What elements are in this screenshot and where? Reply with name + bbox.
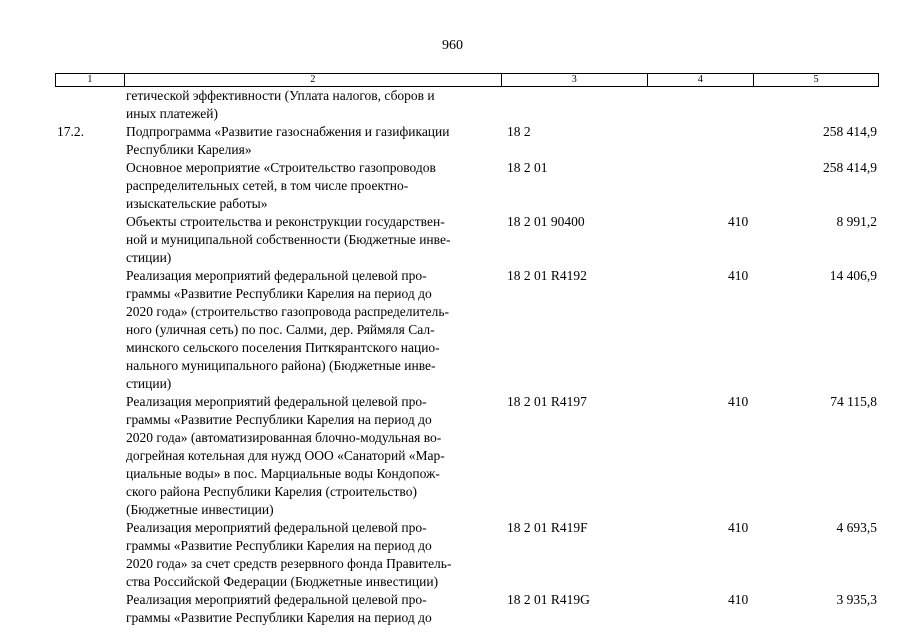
description-line: (Бюджетные инвестиции): [126, 502, 274, 517]
description-line: ного (уличная сеть) по пос. Салми, дер. Ряймяля Сал-: [126, 322, 435, 337]
description-line: 2020 года» (автоматизированная блочно-модульная во-: [126, 430, 442, 445]
description-line: стиции): [126, 250, 172, 265]
column-header-2: 2: [125, 74, 502, 86]
row-number: 17.2.: [57, 124, 84, 139]
description-line: гетической эффективности (Уплата налогов, сборов и: [126, 88, 435, 103]
table-row: [55, 159, 879, 213]
description-line: ства Российской Федерации (Бюджетные инвестиции): [126, 574, 439, 589]
description-line: граммы «Развитие Республики Карелия на период до: [126, 412, 432, 427]
row-description: [124, 267, 502, 393]
row-code: 18 2 01 R4192: [507, 268, 587, 283]
row-code: 18 2 01 90400: [507, 214, 585, 229]
row-expense-type: 410: [728, 214, 749, 229]
row-amount: 4 693,5: [836, 520, 877, 535]
description-line: граммы «Развитие Республики Карелия на период до: [126, 610, 432, 625]
row-description: [124, 591, 502, 627]
description-line: иных платежей): [126, 106, 219, 121]
row-code: 18 2: [507, 124, 531, 139]
description-line: стиции): [126, 376, 172, 391]
row-description: [124, 123, 502, 159]
row-expense-type: [648, 123, 755, 159]
column-number-header: [55, 73, 879, 87]
column-header-5: 5: [813, 74, 819, 85]
row-expense-type: [648, 159, 755, 213]
row-code: [502, 87, 648, 123]
description-line: Республики Карелия»: [126, 142, 252, 157]
description-line: ной и муниципальной собственности (Бюджетные инве-: [126, 232, 451, 247]
description-line: граммы «Развитие Республики Карелия на период до: [126, 286, 432, 301]
description-line: граммы «Развитие Республики Карелия на период до: [126, 538, 432, 553]
description-line: изыскательские работы»: [126, 196, 268, 211]
description-line: Реализация мероприятий федеральной целевой про-: [126, 268, 427, 283]
column-header-1: 1: [56, 74, 125, 86]
description-line: Объекты строительства и реконструкции государствен-: [126, 214, 445, 229]
table-body: [55, 87, 879, 627]
description-line: ского района Республики Карелия (строительство): [126, 484, 417, 499]
description-line: 2020 года» (строительство газопровода распределитель-: [126, 304, 450, 319]
row-amount: [755, 87, 879, 123]
row-amount: 258 414,9: [823, 160, 877, 175]
row-code: 18 2 01 R419F: [507, 520, 588, 535]
row-number: [55, 393, 124, 519]
table-row: [55, 267, 879, 393]
row-amount: 258 414,9: [823, 124, 877, 139]
table-row: [55, 213, 879, 267]
row-description: [124, 87, 502, 123]
description-line: Основное мероприятие «Строительство газопроводов: [126, 160, 436, 175]
page-number: 960: [442, 38, 463, 53]
row-number: [55, 267, 124, 393]
row-description: [124, 213, 502, 267]
row-expense-type: 410: [728, 268, 749, 283]
description-line: Реализация мероприятий федеральной целевой про-: [126, 592, 427, 607]
description-line: минского сельского поселения Питкярантского нацио-: [126, 340, 440, 355]
description-line: Подпрограмма «Развитие газоснабжения и газификации: [126, 124, 450, 139]
row-expense-type: 410: [728, 592, 749, 607]
row-expense-type: [648, 87, 755, 123]
row-description: [124, 159, 502, 213]
row-amount: 74 115,8: [830, 394, 877, 409]
description-line: циальные воды» в пос. Марциальные воды Кондопож-: [126, 466, 440, 481]
column-header-4: 4: [648, 74, 755, 86]
row-number: [55, 213, 124, 267]
description-line: Реализация мероприятий федеральной целевой про-: [126, 394, 427, 409]
table-row: [55, 393, 879, 519]
row-amount: 14 406,9: [829, 268, 877, 283]
row-description: [124, 393, 502, 519]
row-number: [55, 519, 124, 591]
description-line: догрейная котельная для нужд ООО «Санаторий «Мар-: [126, 448, 445, 463]
row-amount: 3 935,3: [836, 592, 877, 607]
description-line: распределительных сетей, в том числе проектно-: [126, 178, 409, 193]
row-expense-type: 410: [728, 394, 749, 409]
row-expense-type: 410: [728, 520, 749, 535]
table-row: [55, 87, 879, 123]
row-number: [55, 87, 124, 123]
column-header-3: 3: [502, 74, 648, 86]
row-amount: 8 991,2: [836, 214, 877, 229]
row-code: 18 2 01: [507, 160, 548, 175]
row-number: [55, 591, 124, 627]
table-row: [55, 519, 879, 591]
row-description: [124, 519, 502, 591]
table-row: [55, 591, 879, 627]
row-number: [55, 159, 124, 213]
table-row: [55, 123, 879, 159]
budget-table: [55, 73, 879, 627]
description-line: нального муниципального района) (Бюджетные инве-: [126, 358, 436, 373]
row-code: 18 2 01 R419G: [507, 592, 590, 607]
row-code: 18 2 01 R4197: [507, 394, 587, 409]
description-line: Реализация мероприятий федеральной целевой про-: [126, 520, 427, 535]
description-line: 2020 года» за счет средств резервного фонда Правитель-: [126, 556, 452, 571]
